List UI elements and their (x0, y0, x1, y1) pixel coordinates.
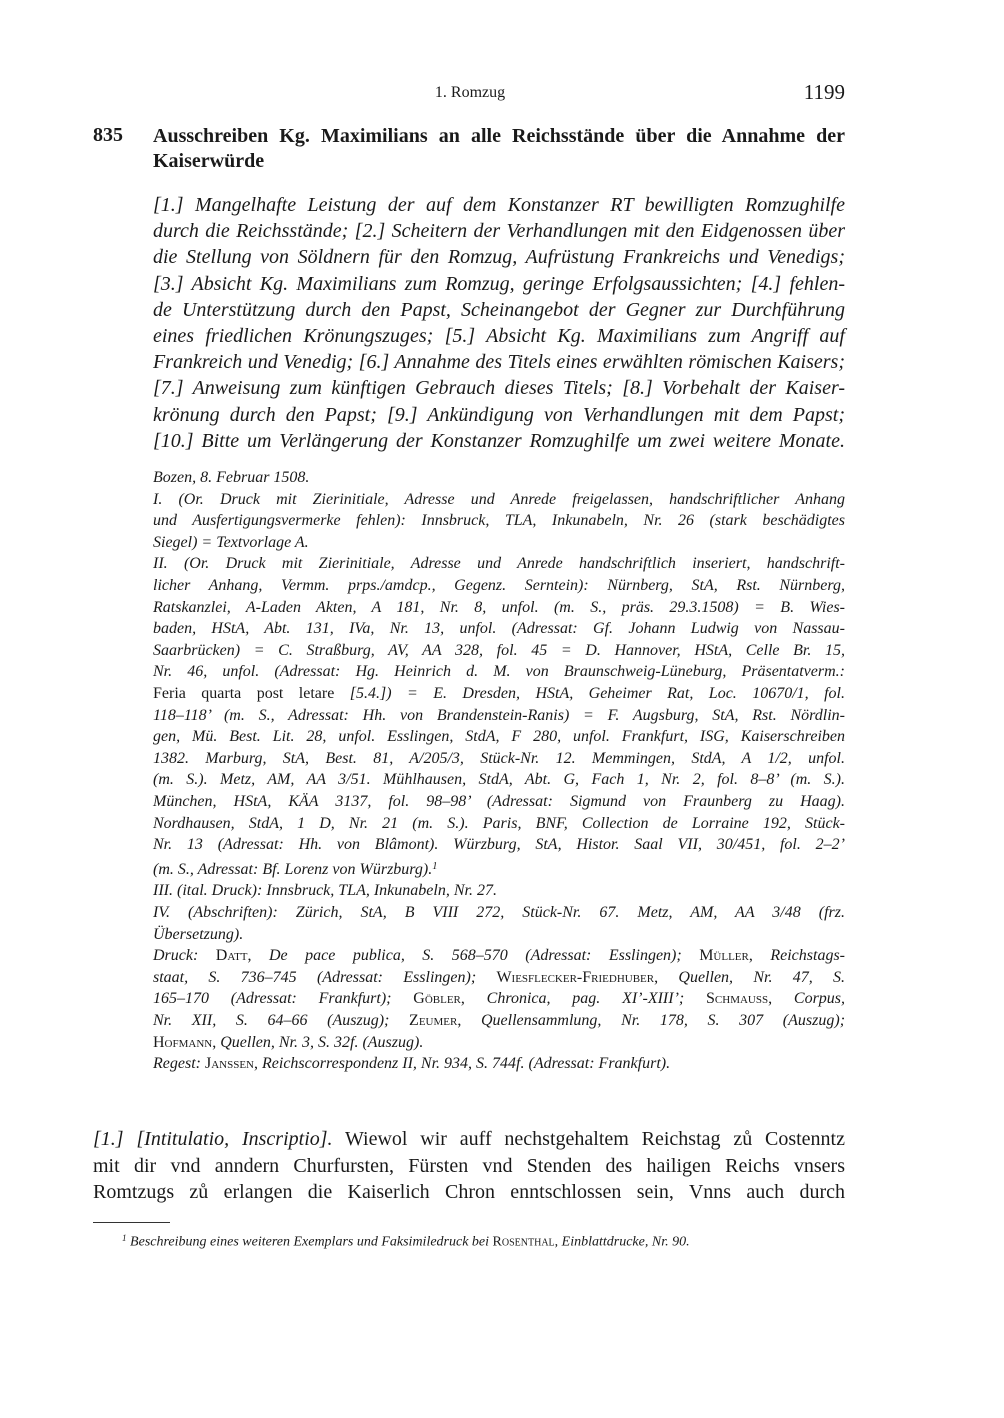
roman-text: Romtzugs zů erlangen die Kaiserlich Chron enntschlossen sein, Vnns auch durch (93, 1181, 845, 1203)
document-title (153, 124, 845, 174)
notes-line (153, 748, 845, 770)
line-text (153, 1053, 670, 1075)
italic-text: Beschreibung eines weiteren Exemplars und Faksimiledruck bei (130, 1234, 493, 1250)
regest-line (153, 218, 845, 244)
line-text (153, 705, 845, 727)
line-text (153, 323, 845, 349)
footnote-divider (93, 1222, 170, 1223)
italic-text: baden, HStA, Abt. 131, IVa, Nr. 13, unfol. (Adressat: Gf. Johann Ludwig von Nassau- (153, 620, 845, 638)
italic-text: I. (Or. Druck mit Zierinitiale, Adresse und Anrede freigelassen, handschriftlicher Anhang (153, 490, 845, 508)
body-line (93, 1179, 845, 1206)
line-text (93, 1179, 845, 1206)
italic-text: Reichstags- (770, 947, 845, 965)
italic-text: durch die Reichsstände; [2.] Scheitern der Verhandlungen mit den Eidgenossen über (153, 220, 845, 243)
italic-text: 1382. Marburg, StA, Best. 81, A/205/3, Stück-Nr. 12. Memmingen, StdA, A 1/2, unfol. (153, 749, 845, 767)
roman-text: mit dir vnd anndern Churfursten, Fürsten vnd Stenden des hailigen Reichs vnsers (93, 1154, 845, 1177)
small-caps-name: Wiesflecker-Friedhuber (496, 968, 655, 986)
italic-text: und Ausfertigungsvermerke fehlen): Innsbruck, TLA, Inkunabeln, Nr. 26 (stark beschädigtes (153, 512, 845, 530)
roman-text: , (554, 1234, 562, 1250)
italic-text: Nr. 13 (Adressat: Hh. von Blâmont). Würzburg, StA, Histor. Saal VII, 30/451, fol. 2–2’ (153, 836, 845, 854)
document-number: 835 (93, 124, 123, 146)
notes-line (153, 1053, 845, 1075)
notes-line (153, 640, 845, 662)
notes-line (153, 813, 845, 835)
notes-line (153, 856, 845, 881)
italic-text: Chronica, pag. XI’-XIII’; (486, 990, 707, 1008)
notes-line (153, 769, 845, 791)
regest-line (153, 271, 845, 297)
italic-text: [5.4.]) = E. Dresden, HStA, Geheimer Rat, Loc. 10670/1, fol. (349, 684, 845, 702)
line-text (153, 467, 309, 489)
notes-line (153, 683, 845, 705)
line-text (153, 192, 845, 218)
small-caps-name: Zeumer (409, 1012, 458, 1030)
title-line: Ausschreiben Kg. Maximilians an alle Reichsstände über die Annahme der (153, 125, 845, 147)
line-text (93, 1153, 845, 1180)
italic-text: Frankreich und Venedig; [6.] Annahme des Titels eines erwählten römischen Kaisers; (153, 351, 845, 374)
italic-text: Quellen, Nr. 47, S. (678, 968, 845, 986)
italic-text: Corpus, (793, 990, 846, 1008)
notes-line (153, 1010, 845, 1032)
line-text (153, 297, 845, 323)
italic-text: gen, Mü. Best. Lit. 28, unfol. Esslingen, StdA, F 280, unfol. Frankfurt, ISG, Kaiserschreiben (153, 728, 845, 746)
roman-text: Feria quarta post letare (153, 684, 350, 702)
notes-line (153, 902, 845, 924)
line-text (153, 945, 845, 967)
italic-text: Nr. XII, S. 64–66 (Auszug); (153, 1012, 410, 1030)
document-body-text (93, 1126, 845, 1206)
footnote-marker: 1 (122, 1233, 127, 1243)
italic-text: [7.] Anweisung zum künftigen Gebrauch dieses Titels; [8.] Vorbehalt der Kaiser- (153, 377, 845, 400)
italic-text: Übersetzung). (153, 925, 244, 943)
italic-text: Bozen, 8. Februar 1508. (153, 469, 310, 486)
italic-text: [3.] Absicht Kg. Maximilians zum Romzug, geringe Erfolgsaussichten; [4.] fehlen- (153, 272, 845, 295)
line-text (153, 428, 845, 454)
roman-text: , (212, 1033, 221, 1051)
line-text (153, 402, 845, 428)
italic-text: Ratskanzlei, A-Laden Akten, A 181, Nr. 8, unfol. (m. S., präs. 29.3.1508) = B. Wies- (153, 598, 845, 616)
regest-line (153, 192, 845, 218)
italic-text: staat, S. 736–745 (Adressat: Esslingen); (153, 968, 497, 986)
notes-line (153, 945, 845, 967)
italic-text: Reichscorrespondenz II, Nr. 934, S. 744f. (Adressat: Frankfurt). (262, 1055, 671, 1073)
footnotes (122, 1233, 842, 1251)
body-line (93, 1126, 845, 1153)
italic-text: Saarbrücken) = C. Straßburg, AV, AA 328, fol. 45 = D. Hannover, HStA, Celle Br. 15, (153, 641, 845, 659)
italic-text: krönung durch den Papst; [9.] Ankündigung von Verhandlungen mit dem Papst; (153, 403, 845, 426)
line-text (153, 661, 845, 683)
line-text (153, 769, 845, 791)
small-caps-name: Göbler (413, 990, 461, 1008)
italic-text: 118–118’ (m. S., Adressat: Hh. von Brandenstein-Ranis) = F. Augsburg, StA, Rst. Nördlin- (153, 706, 845, 724)
notes-line (153, 553, 845, 575)
italic-text: Siegel) = Textvorlage A. (153, 533, 309, 551)
small-caps-name: Rosenthal (492, 1234, 555, 1250)
line-text (93, 1126, 845, 1153)
small-caps-name: Janssen (204, 1055, 254, 1073)
notes-line (153, 618, 845, 640)
line-text (153, 375, 845, 401)
italic-text: Nr. 46, unfol. (Adressat: Hg. Heinrich d. M. von Braunschweig-Lüneburg, Präsentatverm.: (153, 663, 845, 681)
small-caps-name: Schmauss (706, 990, 769, 1008)
regest-summary (153, 192, 845, 454)
italic-text: Quellensammlung, Nr. 178, S. 307 (Auszug); (480, 1012, 846, 1030)
line-text (153, 791, 845, 813)
line-text (153, 618, 845, 640)
roman-text: , (457, 1012, 481, 1030)
italic-text: (m. S., Adressat: Bf. Lorenz von Würzburg). (153, 860, 433, 878)
italic-text: [1.] [Intitulatio, Inscriptio]. (93, 1128, 333, 1150)
italic-text: [1.] Mangelhafte Leistung der auf dem Konstanzer RT bewilligten Romzughilfe (153, 194, 845, 216)
line-text (153, 640, 845, 662)
line-text (153, 967, 845, 989)
roman-text: , (254, 1055, 262, 1073)
line-text (153, 349, 845, 375)
line-text (153, 597, 845, 619)
source-notes (153, 467, 845, 1075)
small-caps-name: Datt (215, 947, 248, 965)
roman-text: , (247, 947, 269, 965)
roman-text: , (768, 990, 794, 1008)
italic-text: eines friedlichen Krönungszuges; [5.] Absicht Kg. Maximilians zum Angriff auf (153, 325, 845, 348)
regest-line (153, 402, 845, 428)
footnote-marker: 1 (432, 860, 438, 872)
line-text (153, 271, 845, 297)
notes-line (153, 880, 845, 902)
roman-text: Wiewol wir auff nechstgehaltem Reichstag zů Costenntz (332, 1128, 845, 1150)
regest-line (153, 349, 845, 375)
italic-text: de Unterstützung durch den Papst, Scheinangebot der Gegner zur Durchführung (153, 298, 845, 321)
notes-line (153, 661, 845, 683)
line-text (153, 218, 845, 244)
line-text (153, 489, 845, 511)
italic-text: die Stellung von Söldnern für den Romzug, Aufrüstung Frankreichs und Venedigs; (153, 246, 845, 269)
notes-line (153, 726, 845, 748)
italic-text: IV. (Abschriften): Zürich, StA, B VIII 272, Stück-Nr. 67. Metz, AM, AA 3/48 (frz. (153, 904, 845, 922)
line-text (153, 834, 845, 856)
notes-line (153, 532, 845, 554)
line-text (153, 532, 309, 554)
line-text (153, 748, 845, 770)
regest-line (153, 323, 845, 349)
line-text (153, 880, 497, 902)
notes-line (153, 988, 845, 1010)
small-caps-name: Hofmann (153, 1033, 213, 1051)
italic-text: licher Anhang, Vermm. prps./amdcp., Gegenz. Serntein): Nürnberg, StA, Rst. Nürnberg, (153, 576, 845, 594)
line-text (153, 244, 845, 270)
italic-text: Druck: (153, 947, 216, 965)
line-text (153, 1010, 845, 1032)
notes-line (153, 510, 845, 532)
italic-text: Nordhausen, StdA, 1 D, Nr. 21 (m. S.). Paris, BNF, Collection de Lorraine 192, Stück- (153, 814, 845, 832)
line-text (153, 553, 845, 575)
line-text (153, 856, 437, 881)
italic-text: [10.] Bitte um Verlängerung der Konstanzer Romzughilfe um zwei weitere Monate. (153, 429, 845, 452)
italic-text: III. (ital. Druck): Innsbruck, TLA, Inkunabeln, Nr. 27. (153, 882, 497, 900)
page-number: 1199 (803, 80, 845, 104)
notes-line (153, 575, 845, 597)
italic-text: (m. S.). Metz, AM, AA 3/51. Mühlhausen, StdA, Abt. G, Fach 1, Nr. 2, fol. 8–8’ (m. S.). (153, 771, 845, 789)
regest-line (153, 428, 845, 454)
running-head: 1. Romzug (434, 84, 506, 101)
line-text (153, 575, 845, 597)
line-text (153, 813, 845, 835)
notes-line (153, 705, 845, 727)
notes-line (153, 834, 845, 856)
line-text (153, 683, 845, 705)
roman-text: , (748, 947, 771, 965)
title-line: Kaiserwürde (153, 150, 265, 172)
italic-text: München, HStA, KÄA 3137, fol. 98–98’ (Adressat: Sigmund von Fraunberg zu Haag). (153, 792, 845, 810)
line-text (153, 510, 845, 532)
line-text (153, 1032, 423, 1054)
line-text (122, 1233, 690, 1251)
notes-line (153, 924, 845, 946)
italic-text: 165–170 (Adressat: Frankfurt); (153, 990, 414, 1008)
footnotes-line (122, 1233, 842, 1251)
italic-text: Regest: (153, 1055, 205, 1073)
roman-text: , (654, 968, 679, 986)
italic-text: Quellen, Nr. 3, S. 32f. (Auszug). (220, 1033, 424, 1051)
line-text (153, 988, 845, 1010)
italic-text: De pace publica, S. 568–570 (Adressat: Esslingen); (269, 947, 700, 965)
notes-line (153, 489, 845, 511)
regest-line (153, 297, 845, 323)
italic-text: Einblattdrucke, Nr. 90. (561, 1234, 690, 1250)
line-text (153, 726, 845, 748)
roman-text: , (460, 990, 487, 1008)
regest-line (153, 244, 845, 270)
regest-line (153, 375, 845, 401)
notes-line (153, 791, 845, 813)
small-caps-name: Müller (699, 947, 749, 965)
notes-line (153, 1032, 845, 1054)
line-text (153, 924, 243, 946)
notes-line (153, 467, 845, 489)
body-line (93, 1153, 845, 1180)
line-text (153, 902, 845, 924)
notes-line (153, 597, 845, 619)
notes-line (153, 967, 845, 989)
italic-text: II. (Or. Druck mit Zierinitiale, Adresse und Anrede handschriftlich inseriert, handschrift- (153, 555, 845, 573)
